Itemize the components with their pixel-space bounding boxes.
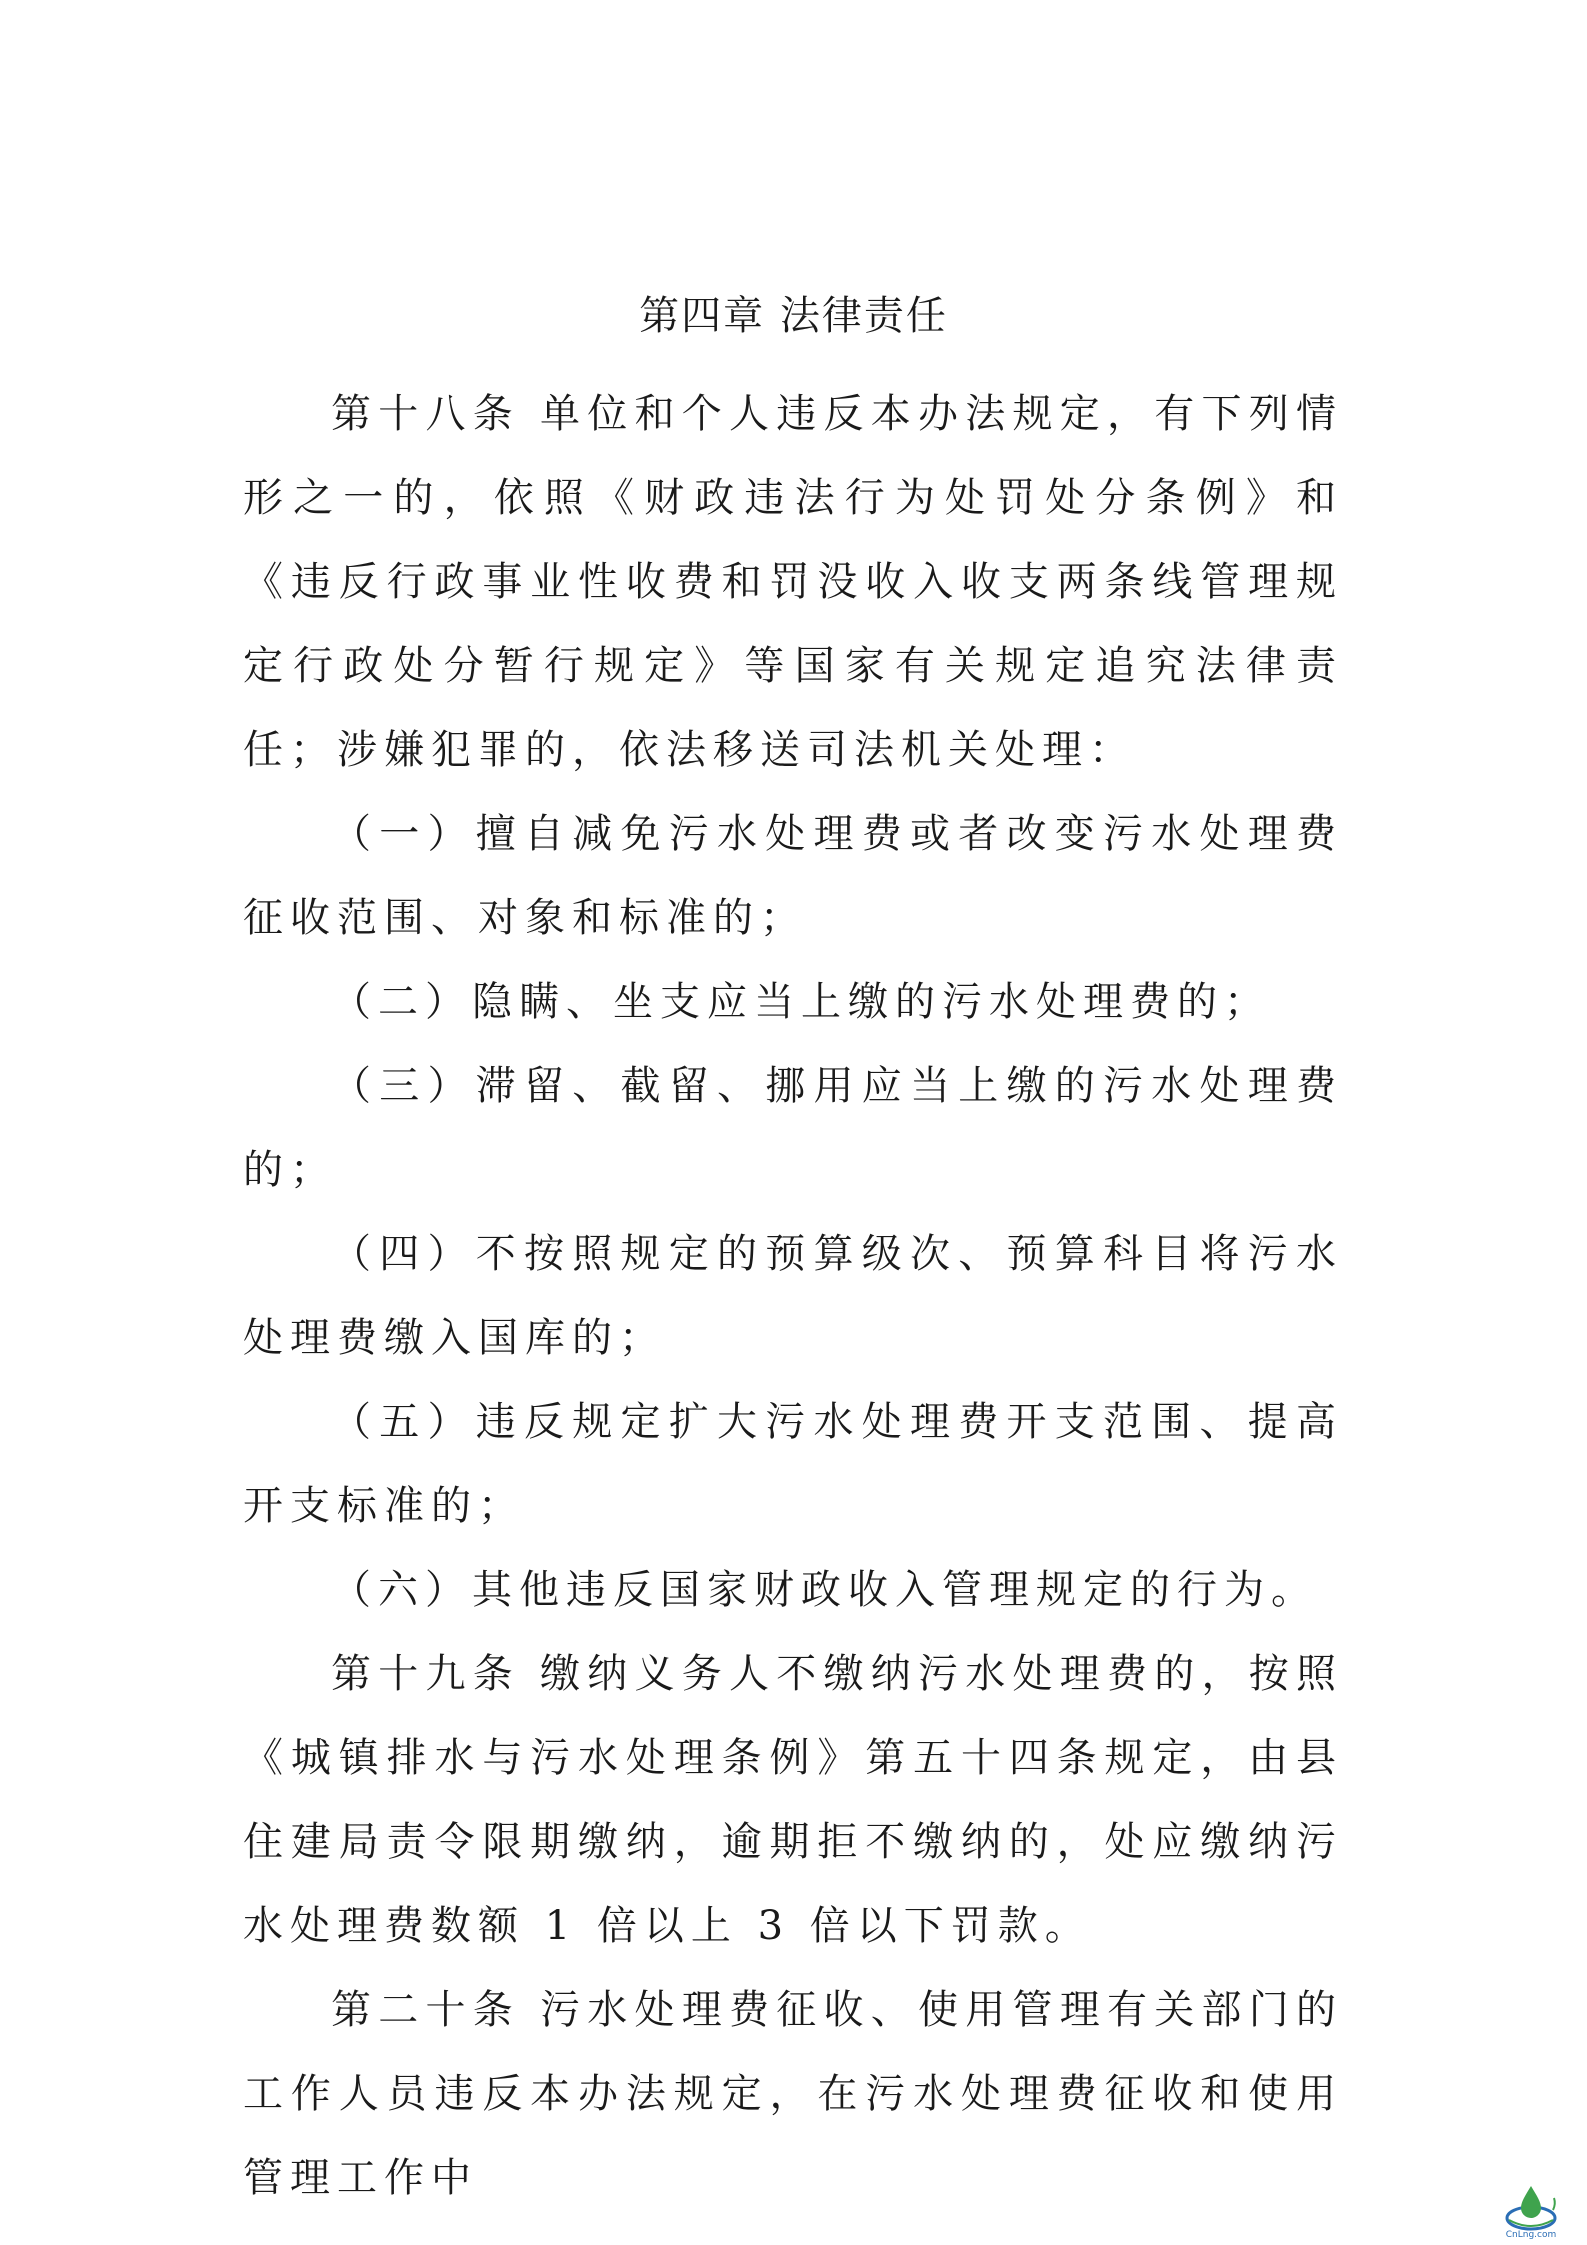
clause-2-paragraph: （二）隐瞒、坐支应当上缴的污水处理费的； bbox=[331, 979, 1271, 1025]
chapter-title: 第四章 法律责任 bbox=[639, 293, 948, 339]
watermark-text: CnLng.com bbox=[1505, 2230, 1557, 2240]
article-19-paragraph: 第十九条 缴纳义务人不缴纳污水处理费的，按照《城镇排水与污水处理条例》第五十四条规定，由县住建局责令限期缴纳，逾期拒不缴纳的，处应缴纳污水处理费数额 1 倍以上 3 倍以下罚款。 bbox=[243, 1651, 1343, 1949]
article-18-paragraph: 第十八条 单位和个人违反本办法规定，有下列情形之一的，依照《财政违法行为处罚处分条例》和《违反行政事业性收费和罚没收入收支两条线管理规定行政处分暂行规定》等国家有关规定追究法律责任；涉嫌犯罪的，依法移送司法机关处理： bbox=[243, 391, 1343, 773]
clause-6-paragraph: （六）其他违反国家财政收入管理规定的行为。 bbox=[331, 1567, 1318, 1613]
clause-5-paragraph: （五）违反规定扩大污水处理费开支范围、提高开支标准的； bbox=[243, 1399, 1343, 1529]
article-20-paragraph: 第二十条 污水处理费征收、使用管理有关部门的工作人员违反本办法规定，在污水处理费征收和使用管理工作中 bbox=[243, 1987, 1343, 2201]
document-body bbox=[243, 372, 1343, 2220]
clause-3-paragraph: （三）滞留、截留、挪用应当上缴的污水处理费的； bbox=[243, 1063, 1343, 1193]
clause-1-paragraph: （一）擅自减免污水处理费或者改变污水处理费征收范围、对象和标准的； bbox=[243, 811, 1343, 941]
water-drop-logo-icon bbox=[1503, 2180, 1559, 2234]
clause-4-paragraph: （四）不按照规定的预算级次、预算科目将污水处理费缴入国库的； bbox=[243, 1231, 1343, 1361]
